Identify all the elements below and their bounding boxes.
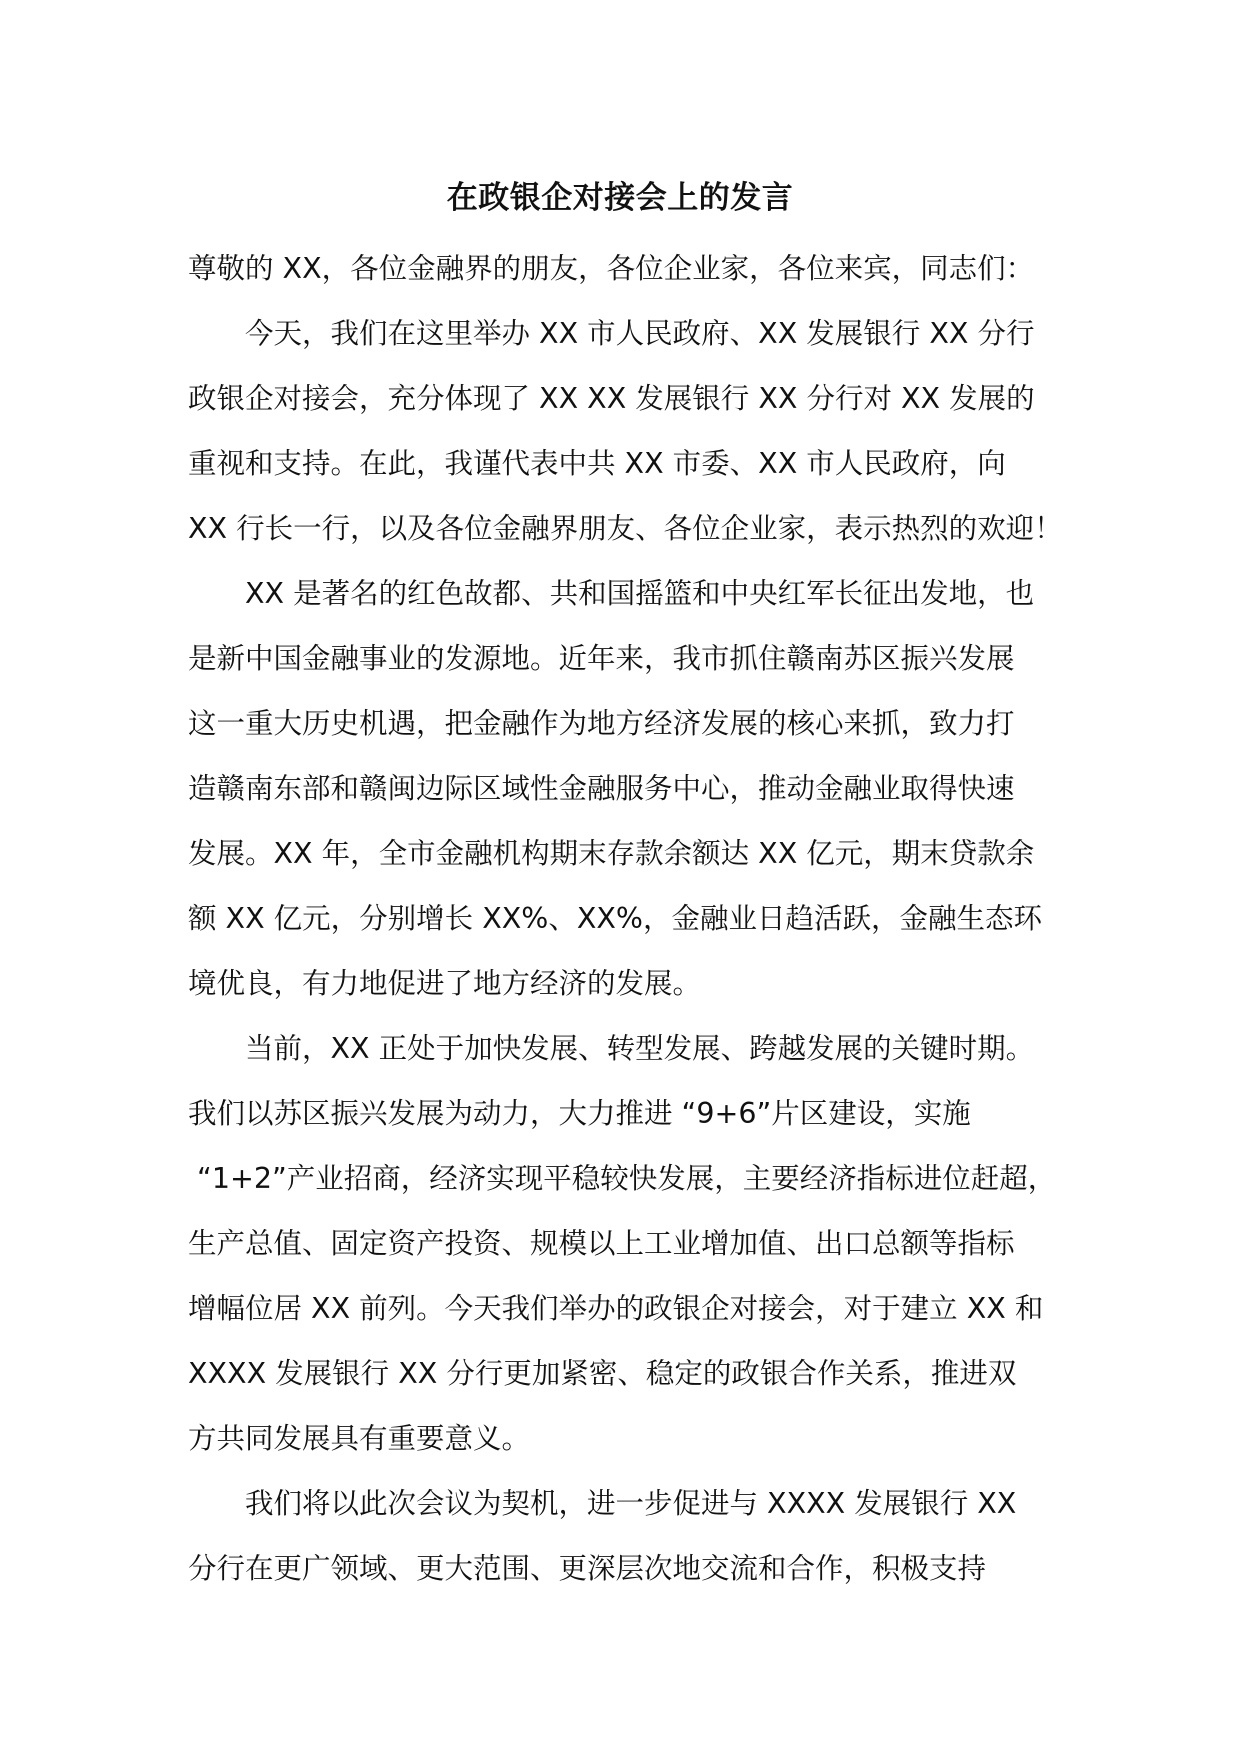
- paragraph-2-line-2: 是新中国金融事业的发源地。近年来，我市抓住赣南苏区振兴发展: [188, 642, 1015, 675]
- paragraph-3-line-7: 方共同发展具有重要意义。: [188, 1422, 531, 1455]
- paragraph-2-line-6: 额 XX 亿元，分别增长 XX%、XX%，金融业日趋活跃，金融生态环: [188, 902, 1042, 935]
- paragraph-1-line-1: 今天，我们在这里举办 XX 市人民政府、XX 发展银行 XX 分行: [245, 317, 1035, 350]
- paragraph-3-line-6: XXXX 发展银行 XX 分行更加紧密、稳定的政银合作关系，推进双: [188, 1357, 1017, 1390]
- paragraph-1-line-2: 政银企对接会，充分体现了 XX XX 发展银行 XX 分行对 XX 发展的: [188, 382, 1035, 415]
- paragraph-2-line-3: 这一重大历史机遇，把金融作为地方经济发展的核心来抓，致力打: [188, 707, 1015, 740]
- paragraph-3-line-2: 我们以苏区振兴发展为动力，大力推进 “9+6”片区建设，实施: [188, 1097, 971, 1130]
- document-body: [188, 236, 1088, 1601]
- paragraph-3-line-4: 生产总值、固定资产投资、规模以上工业增加值、出口总额等指标: [188, 1227, 1015, 1260]
- paragraph-2-line-7: 境优良，有力地促进了地方经济的发展。: [188, 967, 702, 1000]
- salutation-line: 尊敬的 XX，各位金融界的朋友，各位企业家，各位来宾，同志们：: [188, 252, 1035, 285]
- paragraph-4-line-2: 分行在更广领域、更大范围、更深层次地交流和合作，积极支持: [188, 1552, 987, 1585]
- paragraph-1-line-4: XX 行长一行，以及各位金融界朋友、各位企业家，表示热烈的欢迎！: [188, 512, 1063, 545]
- paragraph-3-line-5: 增幅位居 XX 前列。今天我们举办的政银企对接会，对于建立 XX 和: [188, 1292, 1044, 1325]
- paragraph-2-line-1: XX 是著名的红色故都、共和国摇篮和中央红军长征出发地，也: [245, 577, 1035, 610]
- paragraph-4-line-1: 我们将以此次会议为契机，进一步促进与 XXXX 发展银行 XX: [245, 1487, 1017, 1520]
- paragraph-2-line-4: 造赣南东部和赣闽边际区域性金融服务中心，推动金融业取得快速: [188, 772, 1015, 805]
- paragraph-3-line-1: 当前，XX 正处于加快发展、转型发展、跨越发展的关键时期。: [245, 1032, 1035, 1065]
- document-title: 在政银企对接会上的发言: [446, 180, 794, 216]
- paragraph-2-line-5: 发展。XX 年，全市金融机构期末存款余额达 XX 亿元，期末贷款余: [188, 837, 1035, 870]
- paragraph-3-line-3: “1+2”产业招商，经济实现平稳较快发展，主要经济指标进位赶超，: [188, 1162, 1057, 1195]
- paragraph-1-line-3: 重视和支持。在此，我谨代表中共 XX 市委、XX 市人民政府，向: [188, 447, 1006, 480]
